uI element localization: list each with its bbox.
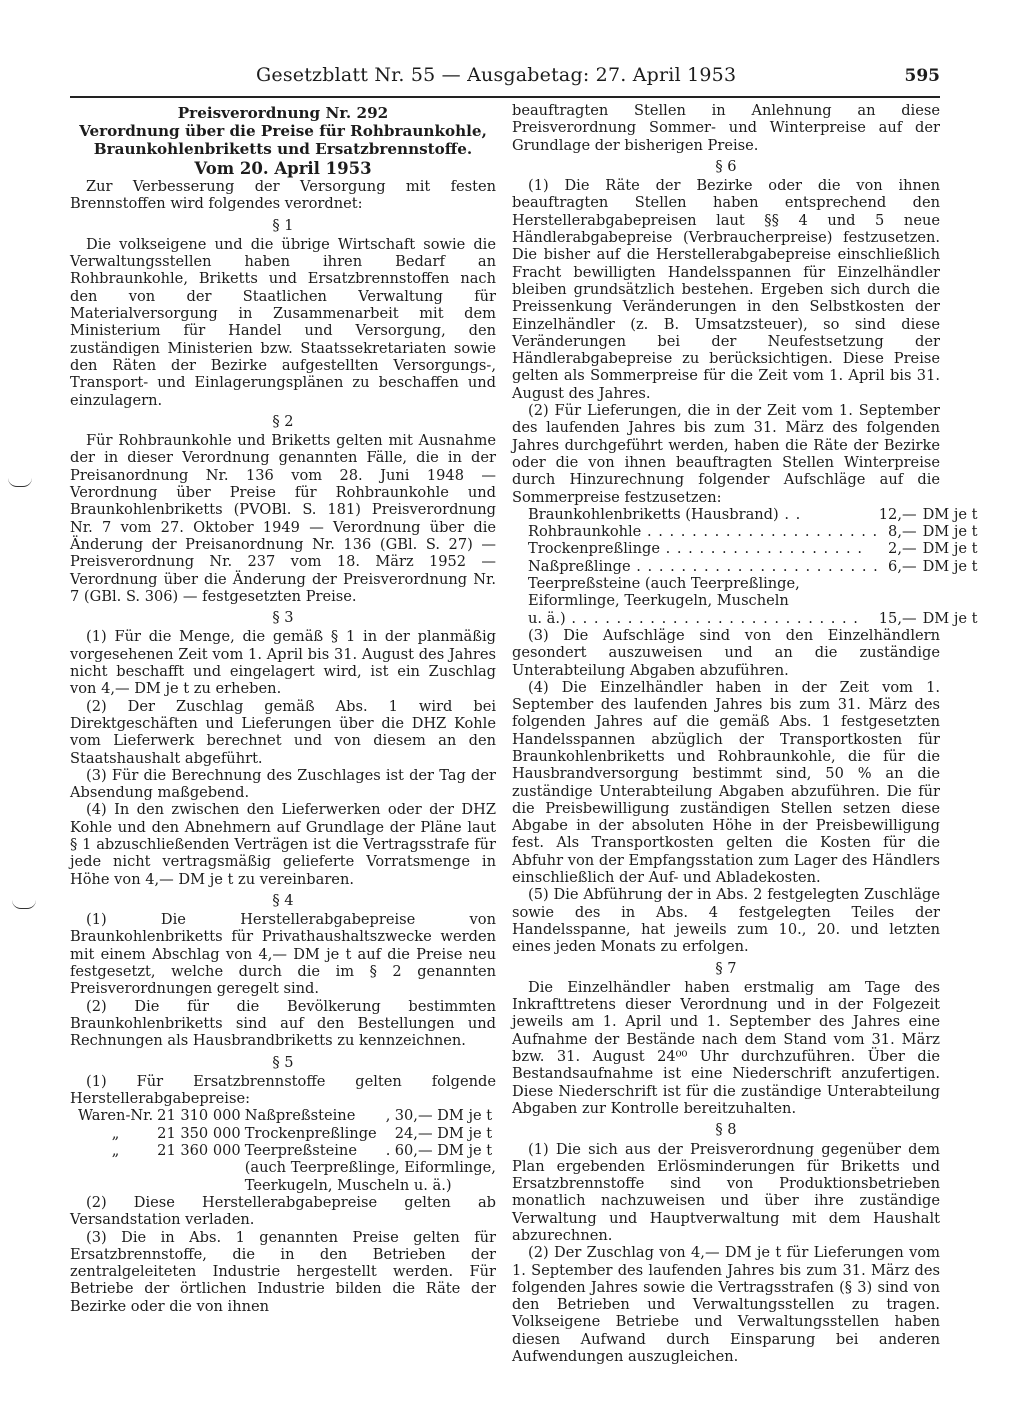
ordinance-title [70, 104, 496, 178]
margin-pencil-mark [12, 900, 36, 909]
section-7-text: Die Einzelhändler haben erstmalig am Tage des Inkrafttretens dieser Verordnung und in der Folgezeit jeweils am 1. April und 1. September des Jahres eine Aufnahme der Bestände nach dem Stand vom 31. März bzw. 31. August 24⁰⁰ Uhr durchzuführen. Über die Bestandsaufnahme ist eine Niederschrift anzufertigen. Diese Niederschrift ist für die zuständige Unterabteilung Abgaben zur Kontrolle bereitzuhalten. [512, 978, 940, 1117]
running-title: Gesetzblatt Nr. 55 — Ausgabetag: 27. April 1953 [256, 64, 737, 86]
section-8-heading: § 8 [715, 1121, 737, 1139]
right-column [512, 102, 978, 1366]
section-6-para-3: (3) Die Aufschläge sind von den Einzelhändlern gesondert auszuweisen und an die zuständige Unterabteilung Abgaben abzuführen. [512, 626, 940, 679]
surcharge-row [528, 575, 978, 592]
wares-price: 60,— DM je t [394, 1142, 493, 1160]
wares-price-table [78, 1107, 500, 1193]
wares-price: 30,— DM je t [394, 1107, 493, 1125]
section-2-text: Für Rohbraunkohle und Briketts gelten mit Ausnahme der in dieser Verordnung genannten Fälle, die in der Preisanordnung Nr. 136 vom 28. Juni 1948 — Verordnung über Preise für Rohbraunkohle und Braunkohlenbriketts (PVOBl. S. 181) Preisverordnung Nr. 7 vom 27. Oktober 1949 — Verordnung über die Änderung der Preisanordnung Nr. 136 (GBl. S. 27) — Preisverordnung Nr. 237 vom 18. März 1952 — Verordnung über die Änderung der Preisverordnung Nr. 7 (GBl. S. 306) — festgesetzten Preise. [70, 432, 496, 605]
surcharge-last-line-2: Eiformlinge, Teerkugeln, Muscheln [528, 592, 789, 610]
wares-number: 21 360 000 [157, 1142, 241, 1160]
section-3-para-2: (2) Der Zuschlag gemäß Abs. 1 wird bei Direktgeschäften und Lieferungen über die DHZ Kohle vom Lieferwerk berechnet und von diesem an den Staatshaushalt abgeführt. [70, 697, 496, 767]
surcharge-amount: 8,— [888, 523, 917, 541]
page-number: 595 [904, 66, 940, 86]
surcharge-dots: . . . . . . . . . . . . . . . . . . . . . . . . . . [565, 609, 859, 627]
section-3-para-4: (4) In den zwischen den Lieferwerken oder der DHZ Kohle und den Abnehmern auf Grundlage der Pläne laut § 1 abzuschließenden Verträgen ist die Vertragsstrafe für jede nicht vertragsmäßig gelieferte Vorratsmenge in Höhe von 4,— DM je t zu vereinbaren. [70, 801, 496, 888]
surcharge-row [528, 523, 978, 540]
surcharge-table [528, 506, 978, 627]
surcharge-name: Trockenpreßlinge [528, 540, 660, 558]
section-2-heading: § 2 [272, 412, 294, 430]
section-4-para-1: (1) Die Herstellerabgabepreise von Braunkohlenbriketts für Privathaushaltszwecke werden mit einem Abschlag von 4,— DM je t auf die Preise neu festgesetzt, welche durch die im § 2 genannten Preisverordnungen geregelt sind. [70, 911, 496, 998]
title-line-2: Verordnung über die Preise für Rohbraunkohle, [79, 122, 487, 140]
wares-name: Trockenpreßlinge [244, 1124, 377, 1142]
wares-row [78, 1125, 500, 1142]
wares-name: Teerpreßsteine [244, 1142, 357, 1160]
surcharge-unit: DM je t [922, 609, 978, 627]
section-6-para-2: (2) Für Lieferungen, die in der Zeit vom 1. September des laufenden Jahres bis zum 31. März des folgenden Jahres durchgeführt werden, haben die Räte der Bezirke oder die von ihnen beauftragten Stellen Winterpreise durch Hinzurechnung folgender Aufschläge auf die Sommerpreise festzusetzen: [512, 402, 940, 506]
surcharge-name: Rohbraunkohle [528, 523, 642, 541]
section-1-heading: § 1 [272, 216, 294, 234]
wares-name: Naßpreßsteine [244, 1107, 356, 1125]
wares-sep: . [385, 1142, 391, 1160]
section-4-heading: § 4 [272, 891, 294, 909]
section-5-para-3: (3) Die in Abs. 1 genannten Preise gelten für Ersatzbrennstoffe, die in den Betrieben der zentralgeleiteten Industrie hergestellt werden. Für Betriebe der örtlichen Industrie bilden die Räte der Bezirke oder die von ihnen [70, 1228, 496, 1315]
surcharge-dots: . . [778, 505, 802, 523]
section-6-para-5: (5) Die Abführung der in Abs. 2 festgelegten Zuschläge sowie des in Abs. 4 festgelegten Teiles der Handelsspanne, hat jeweils zum 10., 20. und letzten eines jeden Monats zu erfolgen. [512, 886, 940, 956]
surcharge-name: Braunkohlenbriketts (Hausbrand) [528, 505, 779, 523]
wares-note-row [78, 1177, 500, 1194]
section-5-para-2: (2) Diese Herstellerabgabepreise gelten ab Versandstation verladen. [70, 1193, 496, 1229]
section-8-para-2: (2) Der Zuschlag von 4,— DM je t für Lieferungen vom 1. September des laufenden Jahres bis zum 31. März des folgenden Jahres sowie die Vertragsstrafen (§ 3) sind von den Betrieben und Verwaltungsstellen zu tragen. Volkseigene Betriebe und Verwaltungsstellen haben diesen Aufwand durch Einsparung bei anderen Aufwendungen auszugleichen. [512, 1244, 940, 1366]
wares-number: 21 310 000 [157, 1107, 241, 1125]
section-8-para-1: (1) Die sich aus der Preisverordnung gegenüber dem Plan ergebenden Erlösminderungen für Briketts und Ersatzbrennstoffe sind von Produktionsbetrieben monatlich nachzuweisen und über ihre zuständige Verwaltung und Hauptverwaltung mit dem Haushalt abzurechnen. [512, 1140, 940, 1244]
title-date: Vom 20. April 1953 [194, 159, 372, 178]
surcharge-unit: DM je t [922, 557, 978, 575]
surcharge-row [528, 592, 978, 609]
wares-prefix: „ [111, 1124, 120, 1142]
surcharge-dots: . . . . . . . . . . . . . . . . . . . . . [641, 523, 879, 541]
section-6-heading: § 6 [715, 157, 737, 175]
surcharge-amount: 12,— [878, 505, 917, 523]
section-3-para-1: (1) Für die Menge, die gemäß § 1 in der planmäßig vorgesehenen Zeit vom 1. April bis 31. August des Jahres nicht beschafft und eingelagert wird, ist ein Zuschlag von 4,— DM je t zu erheben. [70, 628, 496, 698]
wares-sep [386, 1125, 395, 1142]
surcharge-amount: 2,— [888, 540, 917, 558]
page-header [70, 64, 940, 98]
section-3-para-3: (3) Für die Berechnung des Zuschlages ist der Tag der Absendung maßgebend. [70, 766, 496, 802]
surcharge-dots: . . . . . . . . . . . . . . . . . . [659, 540, 863, 558]
wares-row [78, 1142, 500, 1159]
wares-row [78, 1107, 500, 1124]
wares-prefix: „ [111, 1142, 120, 1160]
wares-note-2: Teerkugeln, Muscheln u. ä.) [244, 1176, 452, 1194]
left-column [70, 104, 496, 1315]
wares-note-row [78, 1159, 500, 1176]
surcharge-amount: 6,— [888, 557, 917, 575]
surcharge-name: u. ä.) [528, 609, 566, 627]
wares-number: 21 350 000 [157, 1124, 241, 1142]
wares-prefix: Waren-Nr. [78, 1107, 154, 1125]
title-line-3: Braunkohlenbriketts und Ersatzbrennstoffe. [93, 140, 473, 158]
section-5-continuation: beauftragten Stellen in Anlehnung an diese Preisverordnung Sommer- und Winterpreise auf der Grundlage der bisherigen Preise. [512, 102, 940, 154]
surcharge-name: Naßpreßlinge [528, 557, 631, 575]
surcharge-row [528, 558, 978, 575]
section-4-para-2: (2) Die für die Bevölkerung bestimmten Braunkohlenbriketts sind auf den Bestellungen und Rechnungen als Hausbrandbriketts zu kennzeichnen. [70, 997, 496, 1050]
wares-price: 24,— DM je t [394, 1124, 493, 1142]
surcharge-row [528, 540, 978, 557]
section-7-heading: § 7 [715, 959, 737, 977]
surcharge-unit: DM je t [922, 505, 978, 523]
surcharge-dots: . . . . . . . . . . . . . . . . . . . . . . [630, 557, 879, 575]
surcharge-unit: DM je t [922, 523, 978, 541]
section-5-para-1: (1) Für Ersatzbrennstoffe gelten folgende Herstellerabgabepreise: [70, 1072, 496, 1108]
intro-paragraph: Zur Verbesserung der Versorgung mit festen Brennstoffen wird folgendes verordnet: [70, 178, 496, 213]
section-1-text: Die volkseigene und die übrige Wirtschaft sowie die Verwaltungsstellen haben ihren Bedarf an Rohbraunkohle, Briketts und Ersatzbrennstoffen nach den von der Staatlichen Verwaltung für Materialversorgung in Zusammenarbeit mit dem Ministerium für Handel und Versorgung, den zuständigen Ministerien bzw. Staatssekretariaten sowie den Räten der Bezirke aufgestellten Versorgungs-, Transport- und Einlagerungsplänen zu beschaffen und einzulagern. [70, 235, 496, 409]
section-6-para-4: (4) Die Einzelhändler haben in der Zeit vom 1. September des laufenden Jahres bis zum 31. März des folgenden Jahres auf die gemäß Abs. 1 festgesetzten Handelsspannen abzüglich der Transportkosten für Braunkohlenbriketts und Rohbraunkohle, die für die Hausbrandversorgung bestimmt sind, 50 % an die zuständige Unterabteilung Abgaben abzuführen. Die für die Preisbewilligung zuständigen Stellen setzen diese Abgabe in der absoluten Höhe in der Preisbewilligung fest. Als Transportkosten gelten die Kosten für die Abfuhr von der Empfangsstation zum Lager des Händlers einschließlich der Auf- und Abladekosten. [512, 678, 940, 887]
section-6-para-1: (1) Die Räte der Bezirke oder die von ihnen beauftragten Stellen haben entsprechend den Herstellerabgabepreisen laut §§ 4 und 5 neue Händlerabgabepreise (Verbraucherpreise) festzusetzen. Die bisher auf die Herstellerabgabepreise einschließlich Fracht bewilligten Handelsspannen für Einzelhändler bleiben grundsätzlich bestehen. Ergeben sich durch die Preissenkung Veränderungen in den Selbstkosten der Einzelhändler (z. B. Umsatzsteuer), so sind diese Veränderungen bei der Neufestsetzung der Händlerabgabepreise zu berücksichtigen. Diese Preise gelten als Sommerpreise für die Zeit vom 1. April bis 31. August des Jahres. [512, 177, 940, 402]
wares-note-1: (auch Teerpreßlinge, Eiformlinge, [244, 1159, 496, 1177]
surcharge-row [528, 506, 978, 523]
surcharge-amount: 15,— [878, 609, 917, 627]
title-line-1: Preisverordnung Nr. 292 [177, 104, 389, 122]
section-5-heading: § 5 [272, 1053, 294, 1071]
margin-pencil-mark [8, 478, 32, 487]
wares-sep: , [385, 1107, 391, 1125]
surcharge-unit: DM je t [922, 540, 978, 558]
surcharge-row [528, 610, 978, 627]
surcharge-last-line-1: Teerpreßsteine (auch Teerpreßlinge, [528, 575, 800, 593]
section-3-heading: § 3 [272, 609, 294, 627]
